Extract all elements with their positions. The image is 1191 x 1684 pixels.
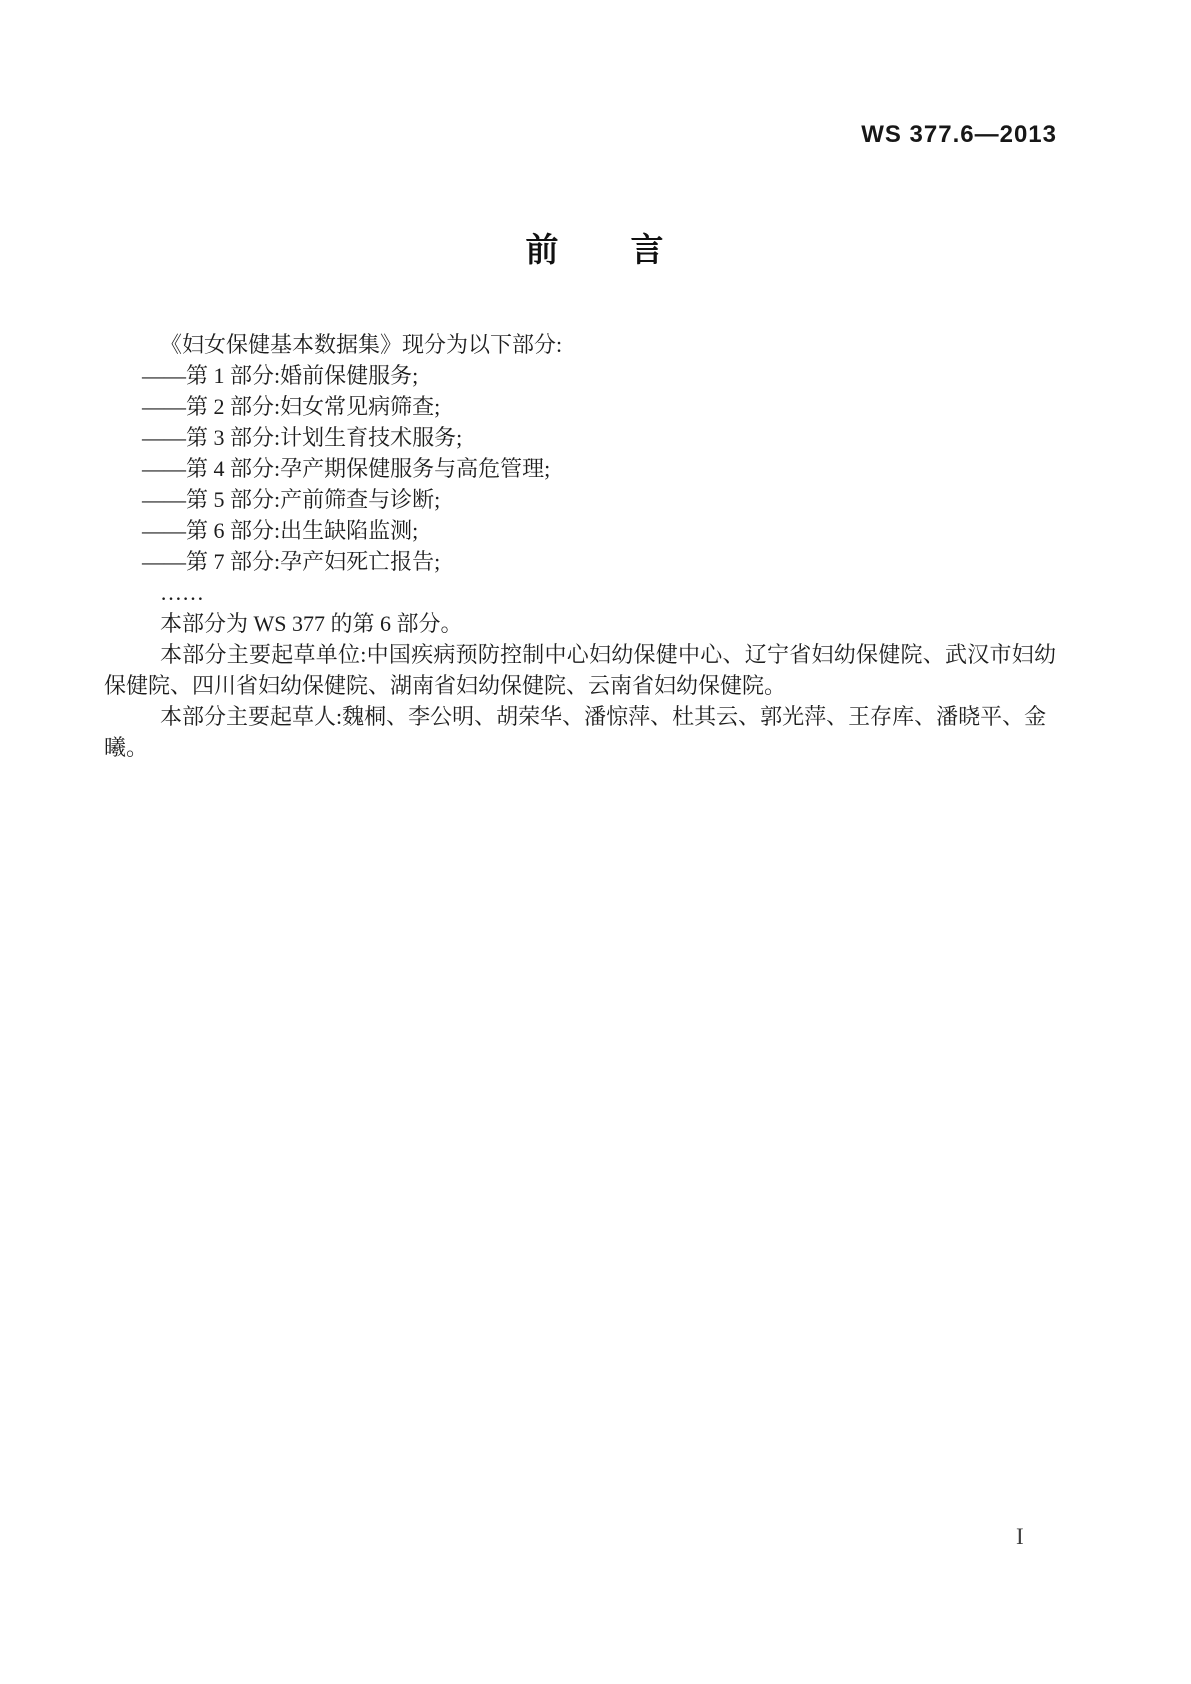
foreword-intro: 《妇女保健基本数据集》现分为以下部分: [160,332,563,357]
foreword-part-item-5: ——第 5 部分:产前筛查与诊断; [142,487,441,512]
foreword-part-note: 本部分为 WS 377 的第 6 部分。 [160,611,463,636]
foreword-part-item-6: ——第 6 部分:出生缺陷监测; [142,518,419,543]
page-number: I [1016,1524,1024,1549]
foreword-part-item-4: ——第 4 部分:孕产期保健服务与高危管理; [142,456,551,481]
foreword-part-item-3: ——第 3 部分:计划生育技术服务; [142,425,463,450]
foreword-drafters: 本部分主要起草人:魏桐、李公明、胡荣华、潘惊萍、杜其云、郭光萍、王存库、潘晓平、金曦。 [104,704,1047,760]
foreword-part-item-7: ——第 7 部分:孕产妇死亡报告; [142,549,441,574]
foreword-drafting-organizations: 本部分主要起草单位:中国疾病预防控制中心妇幼保健中心、辽宁省妇幼保健院、武汉市妇幼保健院、四川省妇幼保健院、湖南省妇幼保健院、云南省妇幼保健院。 [104,642,1056,698]
foreword-part-item-2: ——第 2 部分:妇女常见病筛查; [142,394,441,419]
page-title: 前 言 [525,231,666,268]
foreword-part-item-1: ——第 1 部分:婚前保健服务; [142,363,419,388]
foreword-body [104,329,1056,763]
standard-number: WS 377.6—2013 [861,121,1057,148]
foreword-ellipsis: …… [160,580,204,605]
